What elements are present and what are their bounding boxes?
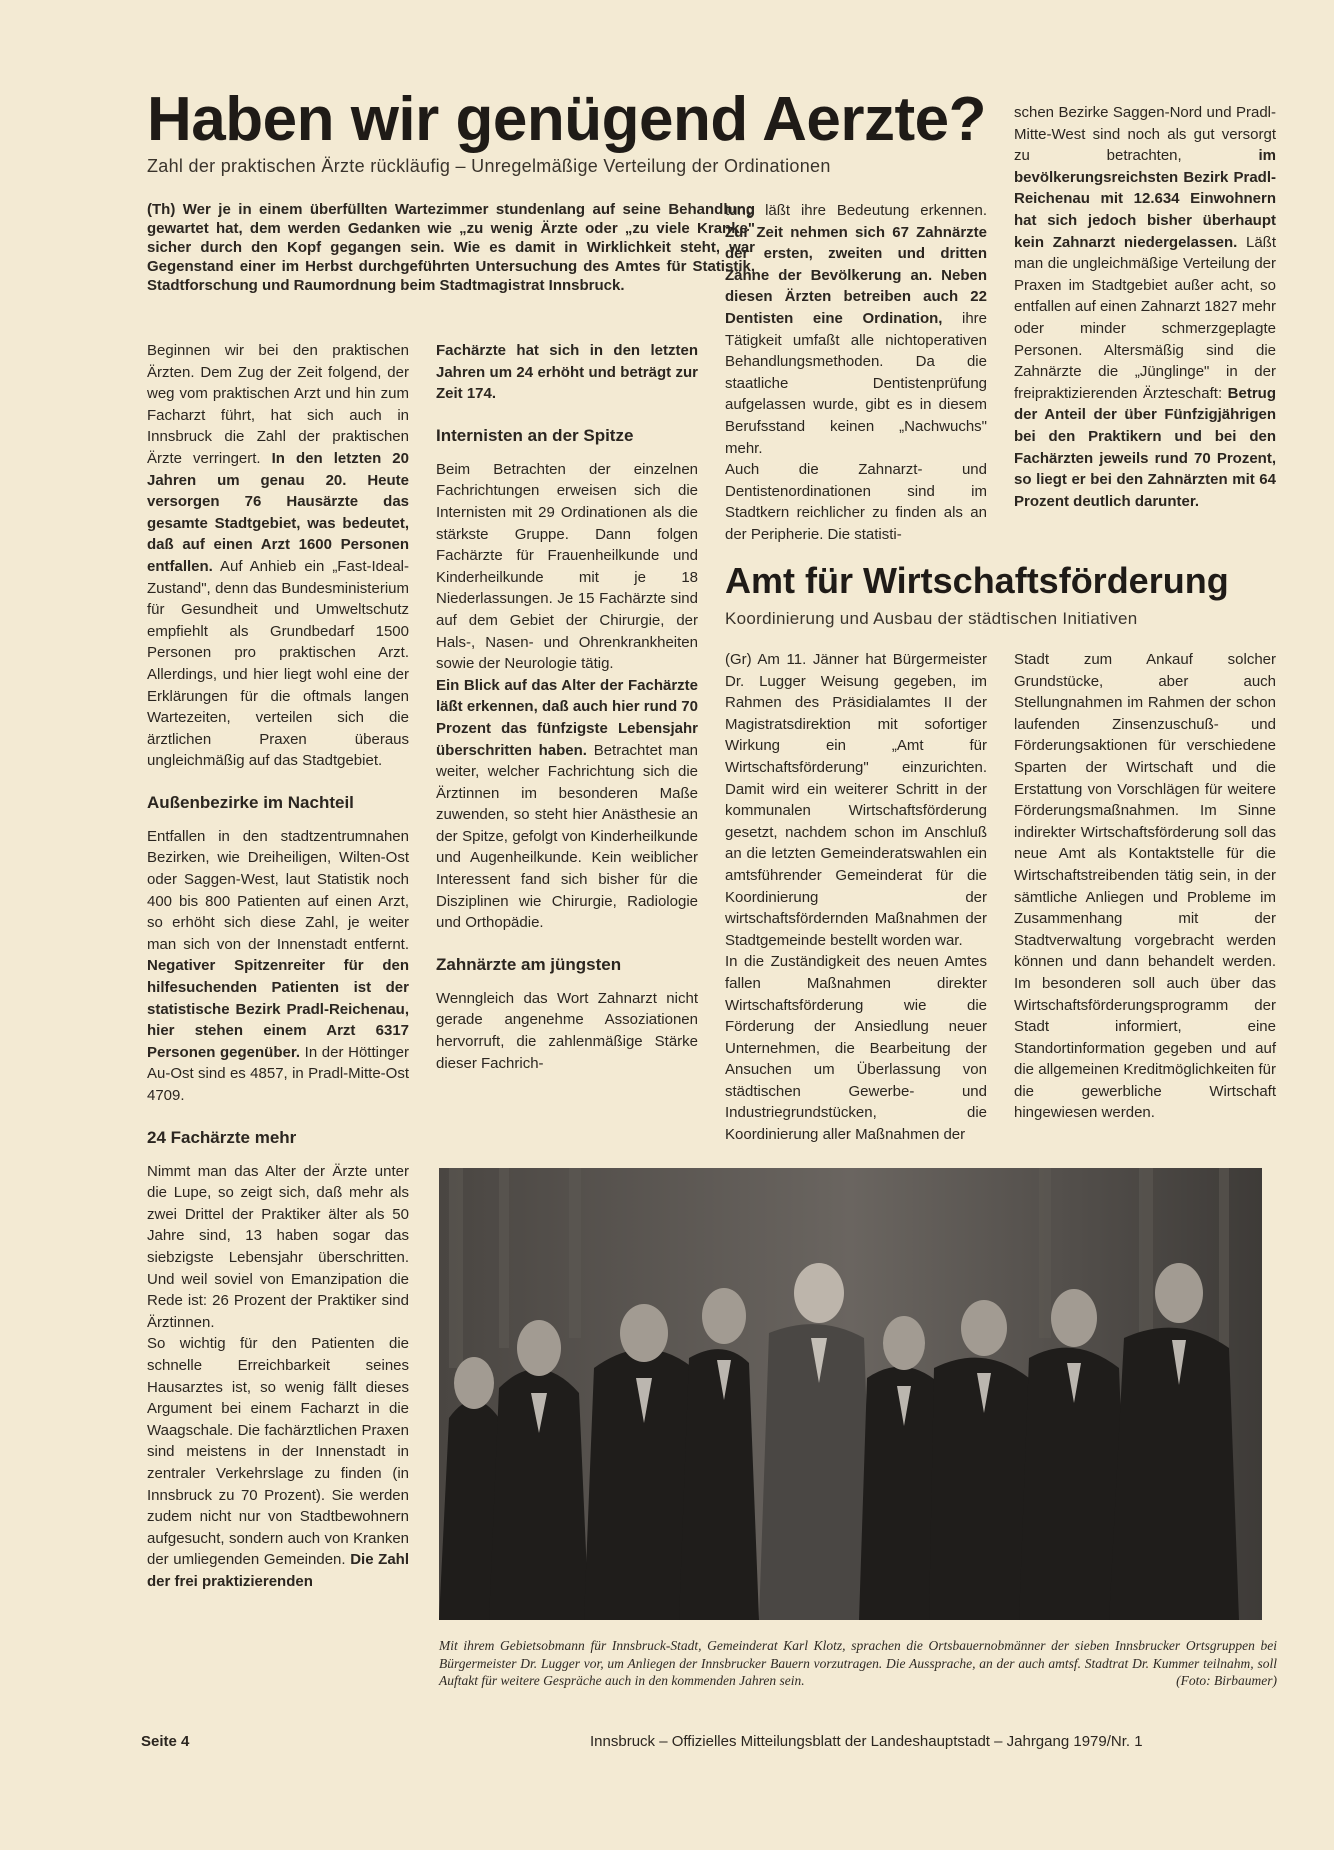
paragraph [436,459,698,675]
photo-caption [439,1637,1277,1690]
paragraph [436,988,698,1074]
body-text: schen Bezirke Saggen-Nord und Pradl-Mitte-West sind noch als gut versorgt zu betrachten, [1014,104,1276,165]
paragraph [436,340,698,405]
paragraph [147,826,409,1107]
group-photo-image [439,1168,1262,1620]
bold-text: Die Zahl der frei praktizierenden [147,1551,409,1590]
article-column-4 [1014,102,1276,512]
bold-text: In den letzten 20 Jahren um genau 20. Heute versorgen 76 Hausärzte das gesamte Stadtgebiet, was bedeutet, daß auf einen Arzt 1600 Personen entfallen. [147,449,409,575]
paragraph [1014,102,1276,512]
paragraph [147,340,409,772]
bold-text: Betrug der Anteil der über Fünfzigjährigen bei den Praktikern und bei den Fachärzten jeweils rund 70 Prozent, so liegt er bei den Zahnärzten mit 64 Prozent deutlich darunter. [1014,384,1276,510]
publication-footer: Innsbruck – Offizielles Mitteilungsblatt der Landeshauptstadt – Jahrgang 1979/Nr. 1 [590,1733,1143,1750]
article-column-3 [725,200,987,546]
article-headline: Haben wir genügend Aerzte? [147,85,987,154]
article-lead: (Th) Wer je in einem überfüllten Wartezimmer stundenlang auf seine Behandlung gewartet hat, dem werden Gedanken wie „zu wenig Ärzte oder „zu viele Kranke" sicher durch den Kopf gegangen sein. Wie es damit in Wirklichkeit steht, war Gegenstand einer im Herbst durchgeführten Untersuchung des Amtes für Statistik, Stadtforschung und Raumordnung beim Stadtmagistrat Innsbruck. [147,201,755,294]
section-heading: Außenbezirke im Nachteil [147,792,354,812]
paragraph [725,649,987,951]
article-subheadline: Zahl der praktischen Ärzte rückläufig – Unregelmäßige Verteilung der Ordinationen [147,156,831,176]
paragraph [436,675,698,934]
paragraph [1014,649,1276,1124]
bold-text: Zur Zeit nehmen sich 67 Zahnärzte der ersten, zweiten und dritten Zähne der Bevölkerung an. Neben diesen Ärzten betreiben auch 22 Dentisten eine Ordination, [725,223,987,327]
body-text: (Gr) Am 11. Jänner hat Bürgermeister Dr. Lugger Weisung gegeben, im Rahmen des Präsidialamtes II der Magistratsdirektion mit sofortiger Wirkung ein „Amt für Wirtschaftsförderung" einzurichten. Damit wird ein weiterer Schritt in der kommunalen Wirtschaftsförderung gesetzt, nachdem schon im Anschluß an die letzten Gemeinderatswahlen ein amtsführender Gemeinderat für die Koordinierung der wirtschaftsfördernden Maßnahmen der Stadtgemeinde bestellt worden war. [725,651,987,949]
paragraph [147,1333,409,1592]
article2-column-1 [725,649,987,1146]
body-text: Auch die Zahnarzt- und Dentistenordinationen sind im Stadtkern reichlicher zu finden als an der Peripherie. Die statisti- [725,461,987,543]
body-text: Entfallen in den stadtzentrumnahen Bezirken, wie Dreiheiligen, Wilten-Ost oder Saggen-West, laut Statistik noch 400 bis 800 Patienten auf einen Arzt, so erhöht sich diese Zahl, je weiter man sich von der Innenstadt entfernt. [147,827,409,953]
paragraph [147,1161,409,1334]
photo-credit: (Foto: Birbaumer) [1176,1673,1277,1688]
body-text: In die Zuständigkeit des neuen Amtes fallen Maßnahmen direkter Wirtschaftsförderung wie die Förderung der Ansiedlung neuer Unternehmen, die Bearbeitung der Ansuchen um Überlassung von städtischen Gewerbe- und Industriegrundstücken, die Koordinierung aller Maßnahmen der [725,953,987,1144]
article2-headline: Amt für Wirtschaftsförderung [725,560,1229,601]
group-photo [439,1168,1262,1620]
section-heading: Internisten an der Spitze [436,425,634,445]
paragraph [725,459,987,545]
body-text: Läßt man die ungleichmäßige Verteilung der Praxen im Stadtgebiet außer acht, so entfallen auf einen Zahnarzt 1827 mehr oder minder schmerzgeplagte Personen. Altersmäßig sind die Zahnärzte die „Jünglinge" in der freipraktizierenden Ärzteschaft: [1014,233,1276,402]
body-text: In der Höttinger Au-Ost sind es 4857, in Pradl-Mitte-Ost 4709. [147,1043,409,1104]
bold-text: im bevölkerungsreichsten Bezirk Pradl-Reichenau mit 12.634 Einwohnern hat sich jedoch bisher überhaupt kein Zahnarzt niedergelassen. [1014,147,1276,251]
article2-column-2 [1014,649,1276,1124]
bold-text: Negativer Spitzenreiter für den hilfesuchenden Patienten ist der statistische Bezirk Pradl-Reichenau, hier stehen einem Arzt 6317 Personen gegenüber. [147,957,409,1061]
bold-text: Ein Blick auf das Alter der Fachärzte läßt erkennen, daß auch hier rund 70 Prozent das fünfzigste Lebensjahr überschritten haben. [436,676,698,759]
body-text: Stadt zum Ankauf solcher Grundstücke, aber auch Stellungnahmen im Rahmen der schon laufenden Zinsenzuschuß- und Förderungsaktionen für verschiedene Sparten der Wirtschaft und die Erstattung von Vorschlägen für weitere Förderungsmaßnahmen. Im Sinne indirekter Wirtschaftsförderung soll das neue Amt als Kontaktstelle für die Wirtschaftstreibenden tätig sein, in der sämtliche Anliegen und Probleme im Zusammenhang mit der Stadtverwaltung vorgebracht werden können und dann behandelt werden. Im besonderen soll auch über das Wirtschaftsförderungsprogramm der Stadt informiert, eine Standortinformation gegeben und auf die allgemeinen Kreditmöglichkeiten für die gewerbliche Wirtschaft hingewiesen werden. [1014,651,1276,1122]
body-text: tung läßt ihre Bedeutung erkennen. [725,202,987,219]
section-heading: 24 Fachärzte mehr [147,1127,297,1147]
body-text: Wenngleich das Wort Zahnarzt nicht gerade angenehme Assoziationen hervorruft, die zahlenmäßige Stärke dieser Fachrich- [436,989,698,1072]
article2-subheadline: Koordinierung und Ausbau der städtischen Initiativen [725,609,1138,628]
paragraph [725,951,987,1145]
body-text: ihre Tätigkeit umfaßt alle nichtoperativen Behandlungsmethoden. Da die staatliche Dentistenprüfung aufgelassen wurde, gibt es in diesem Berufsstand keinen „Nachwuchs" mehr. [725,309,987,457]
bold-text: Fachärzte hat sich in den letzten Jahren um 24 erhöht und beträgt zur Zeit 174. [436,342,698,403]
photo-caption-text: Mit ihrem Gebietsobmann für Innsbruck-Stadt, Gemeinderat Karl Klotz, sprachen die Ortsbauernobmänner der sieben Innsbrucker Ortsgruppen bei Bürgermeister Dr. Lugger vor, um Anliegen der Innsbrucker Bauern vorzutragen. Die Aussprache, an der auch amtsf. Stadtrat Dr. Kummer teilnahm, soll Auftakt für weitere Gespräche auch in den kommenden Jahren sein. [439,1638,1277,1688]
body-text: Auf Anhieb ein „Fast-Ideal-Zustand", denn das Bundesministerium für Gesundheit und Umweltschutz empfiehlt als Grundbedarf 1500 Personen pro praktischen Arzt. Allerdings, und hier liegt wohl eine der Erklärungen für die oftmals langen Wartezeiten, verteilen sich die ärztlichen Praxen überaus ungleichmäßig auf das Stadtgebiet. [147,557,409,770]
body-text: Beim Betrachten der einzelnen Fachrichtungen erweisen sich die Internisten mit 29 Ordinationen als die stärkste Gruppe. Dann folgen Fachärzte für Frauenheilkunde und Kinderheilkunde mit je 18 Niederlassungen. Je 15 Fachärzte sind auf dem Gebiet der Chirurgie, der Hals-, Nasen- und Ohrenkrankheiten sowie der Neurologie tätig. [436,460,698,673]
paragraph [725,200,987,459]
body-text: Nimmt man das Alter der Ärzte unter die Lupe, so zeigt sich, daß mehr als zwei Drittel der Praktiker älter als 50 Jahre sind, 13 haben sogar das siebzigste Lebensjahr überschritten. Und weil soviel von Emanzipation die Rede ist: 26 Prozent der Praktiker sind Ärztinnen. [147,1162,409,1331]
body-text: Beginnen wir bei den praktischen Ärzten. Dem Zug der Zeit folgend, der weg vom praktischen Arzt und hin zum Facharzt führt, hat sich auch in Innsbruck die Zahl der praktischen Ärzte verringert. [147,342,409,467]
body-text: So wichtig für den Patienten die schnelle Erreichbarkeit seines Hausarztes ist, so wenig fällt dieses Argument bei einem Facharzt in die Waagschale. Die fachärztlichen Praxen sind meistens in der Innenstadt in zentraler Verkehrslage zu finden (in Innsbruck zu 70 Prozent). Sie werden zudem nicht nur von Stadtbewohnern aufgesucht, sondern auch von Kranken der umliegenden Gemeinden. [147,1335,409,1569]
section-heading: Zahnärzte am jüngsten [436,954,622,974]
article-column-1 [147,340,409,1592]
article-column-2 [436,340,698,1074]
body-text: Betrachtet man weiter, welcher Fachrichtung sich die Ärztinnen im besonderen Maße zuwenden, so steht hier Anästhesie an der Spitze, gefolgt von Kinderheilkunde und Augenheilkunde. Kein weiblicher Interessent fand sich bisher für die Disziplinen wie Chirurgie, Radiologie und Orthopädie. [436,741,699,932]
page-number: Seite 4 [141,1733,190,1750]
